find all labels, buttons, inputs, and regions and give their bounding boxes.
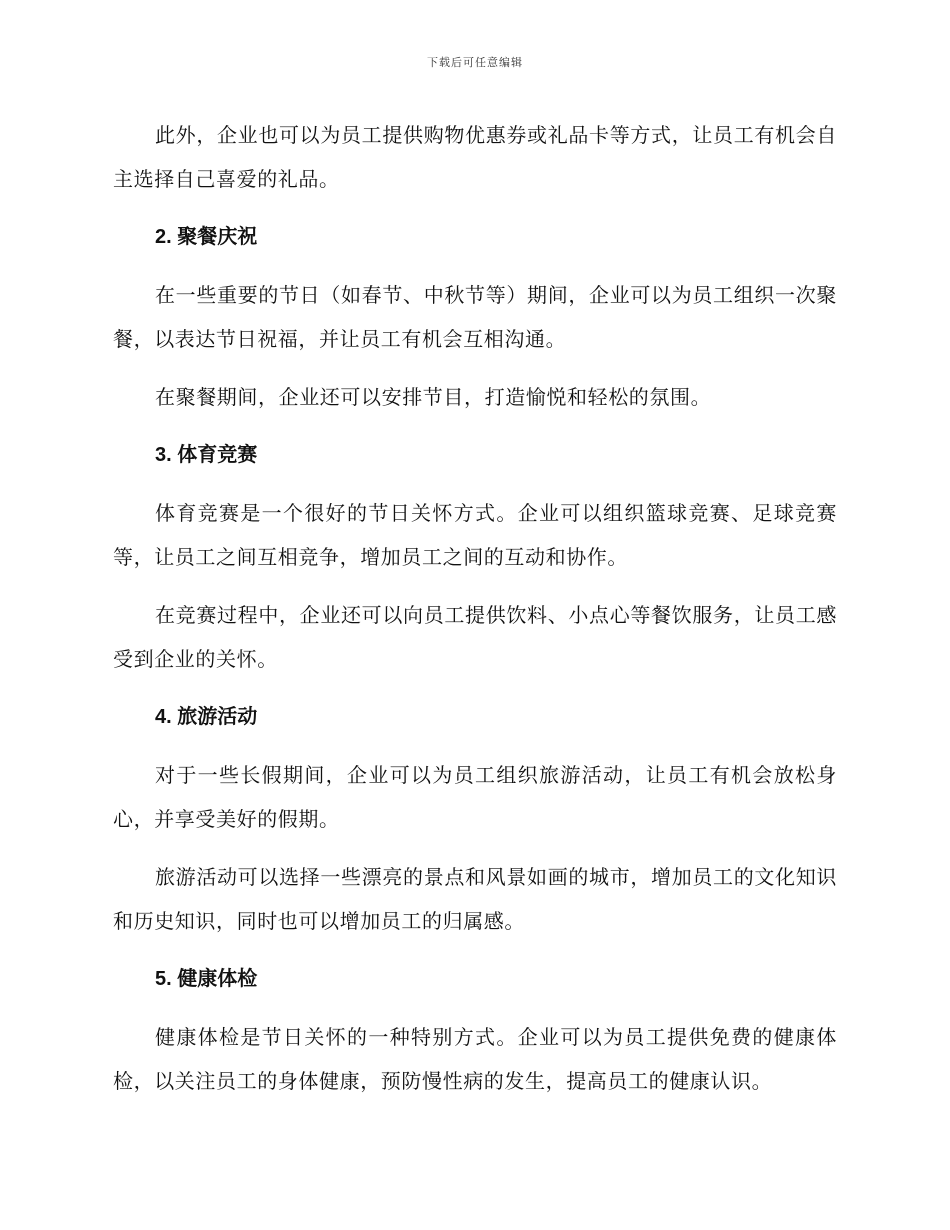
section-heading-travel: 4. 旅游活动 [155,706,258,728]
paragraph-sports-refreshments: 在竞赛过程中，企业还可以向员工提供饮料、小点心等餐饮服务，让员工感受到企业的关怀。 [113,603,837,671]
section-heading-health: 5. 健康体检 [155,968,258,990]
page-header: 下载后可任意编辑 [427,56,523,69]
paragraph-dinner-program: 在聚餐期间，企业还可以安排节目，打造愉悦和轻松的氛围。 [155,385,712,409]
paragraph-travel-holiday: 对于一些长假期间，企业可以为员工组织旅游活动，让员工有机会放松身心，并享受美好的假期。 [113,763,837,831]
document-body [113,113,837,1117]
paragraph-gift-vouchers: 此外，企业也可以为员工提供购物优惠券或礼品卡等方式，让员工有机会自主选择自己喜爱的礼品。 [113,123,837,191]
section-heading-dinner: 2. 聚餐庆祝 [155,226,258,248]
paragraph-travel-destinations: 旅游活动可以选择一些漂亮的景点和风景如画的城市，增加员工的文化知识和历史知识，同时也可以增加员工的归属感。 [113,865,837,933]
section-heading-sports: 3. 体育竞赛 [155,444,258,466]
paragraph-holiday-dinner: 在一些重要的节日（如春节、中秋节等）期间，企业可以为员工组织一次聚餐，以表达节日祝福，并让员工有机会互相沟通。 [113,283,837,351]
paragraph-health-checkup: 健康体检是节日关怀的一种特别方式。企业可以为员工提供免费的健康体检，以关注员工的身体健康，预防慢性病的发生，提高员工的健康认识。 [113,1025,837,1093]
paragraph-sports-competition: 体育竞赛是一个很好的节日关怀方式。企业可以组织篮球竞赛、足球竞赛等，让员工之间互相竞争，增加员工之间的互动和协作。 [113,501,837,569]
